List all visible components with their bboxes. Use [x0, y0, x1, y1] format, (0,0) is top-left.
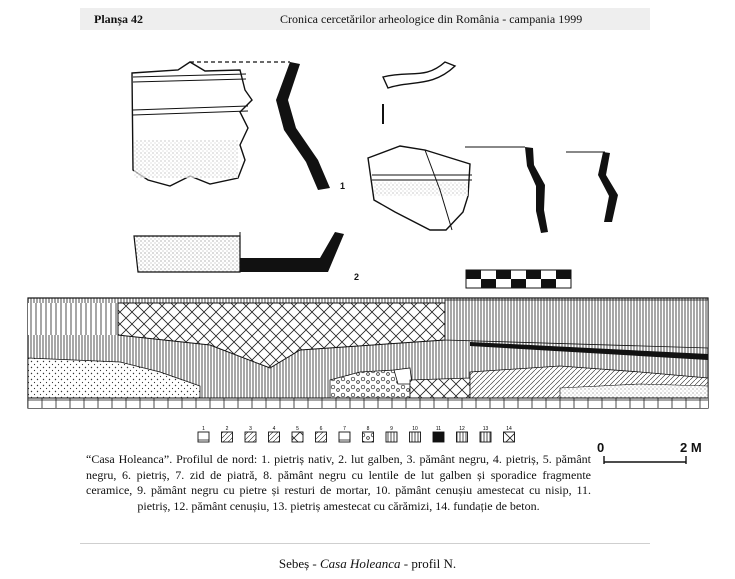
legend-number-9: 9 — [390, 426, 393, 432]
legend-swatch-10 — [410, 432, 421, 442]
legend-swatch-5 — [292, 432, 303, 442]
small-scale-bar — [466, 270, 571, 288]
legend-swatch-2 — [222, 432, 233, 442]
legend-number-8: 8 — [366, 426, 370, 432]
scale-start-label: 0 — [597, 440, 605, 455]
legend-number-13: 13 — [482, 426, 489, 432]
legend-swatch-6 — [316, 432, 327, 442]
legend-swatch-8 — [363, 432, 374, 442]
legend-swatch-12 — [457, 432, 468, 442]
legend-number-5: 5 — [296, 426, 299, 432]
legend-number-10: 10 — [412, 426, 418, 432]
sherd-fragment-3 — [134, 232, 344, 272]
legend-number-12: 12 — [459, 426, 465, 432]
legend-number-1: 1 — [202, 426, 205, 432]
legend-swatch-4 — [269, 432, 280, 442]
footer-suffix: - profil N. — [400, 556, 457, 571]
chronicle-title: Cronica cercetărilor arheologice din România - campania 1999 — [280, 12, 583, 26]
legend-swatches — [198, 426, 515, 442]
legend-swatch-13 — [480, 432, 491, 442]
sherd-fragment-1 — [132, 62, 330, 190]
legend-number-2: 2 — [225, 426, 229, 432]
meter-scale-bar — [604, 456, 686, 464]
legend-number-4: 4 — [272, 426, 276, 432]
legend-swatch-9 — [386, 432, 397, 442]
legend-number-11: 11 — [435, 426, 442, 432]
figure-caption: “Casa Holeanca”. Profilul de nord: 1. pietriș nativ, 2. lut galben, 3. pământ negru, 4. pietriș, 5. pământ negru, 6. pietriș, 7. zid de piatră, 8. pământ negru cu lentile de lut galben și sporadice fragmente ceramice, 9. pământ negru cu pietre și resturi de mortar, 10. pământ cenușiu amestecat cu nisip, 11. pietriș, 12. pământ cenușiu, 13. pietriș amestecat cu cărămizi, 14. fundație de beton. — [86, 452, 591, 513]
stratigraphic-profile — [28, 298, 708, 408]
legend-number-3: 3 — [249, 426, 252, 432]
plate-footer — [0, 556, 735, 572]
legend-number-6: 6 — [319, 426, 323, 432]
legend-swatch-7 — [339, 432, 350, 442]
legend-number-7: 7 — [343, 426, 346, 432]
footer-site: Casa Holeanca — [320, 556, 401, 571]
legend-swatch-14 — [504, 432, 515, 442]
plate-number: Planșa 42 — [94, 12, 144, 26]
legend-swatch-1 — [198, 432, 209, 442]
scale-end-label: 2 M — [680, 440, 702, 455]
footer-place: Sebeș - — [278, 556, 321, 571]
legend-swatch-11 — [433, 432, 444, 442]
figure-label-2: 2 — [354, 272, 360, 282]
figure-label-1: 1 — [340, 181, 346, 191]
sherd-fragment-2 — [368, 62, 618, 233]
footer-divider — [80, 543, 650, 544]
legend-swatch-3 — [245, 432, 256, 442]
legend-number-14: 14 — [506, 426, 512, 432]
